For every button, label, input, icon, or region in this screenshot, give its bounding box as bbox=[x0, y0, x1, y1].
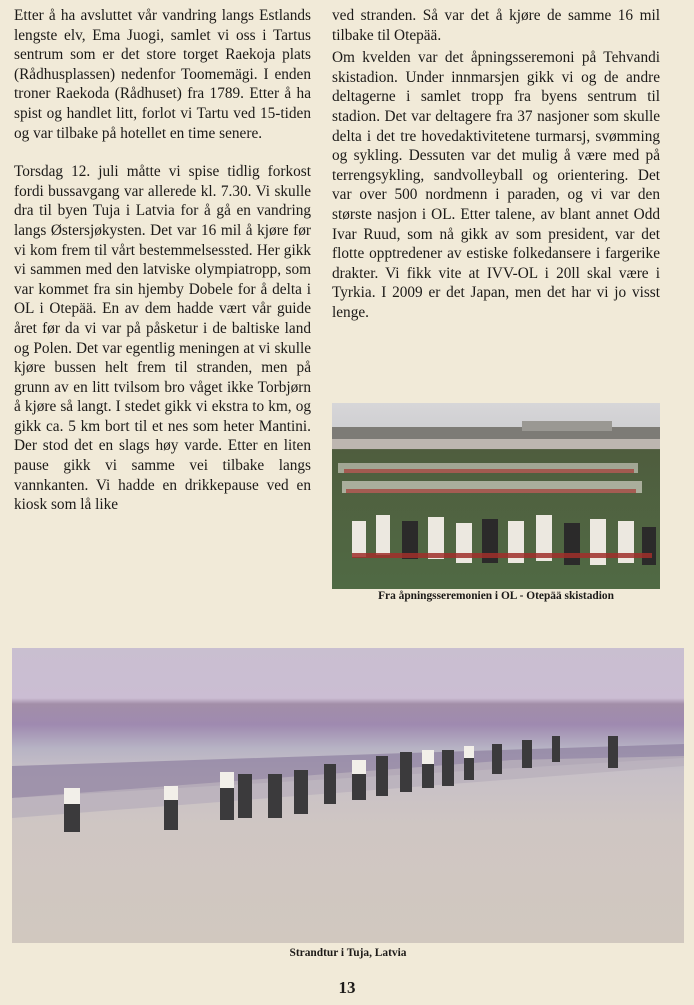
beach-photo bbox=[12, 648, 684, 943]
page-number: 13 bbox=[338, 978, 356, 997]
paragraph-opening-ceremony: Om kvelden var det åpningsseremoni på Tehvandi skistadion. Under innmarsjen gikk vi og de andre deltagerne i samlet tropp fra byens sentrum til stadion. Det var deltagere fra 37 nasjoner som skulle delta i det tre hovedaktivitetene turmarsj, svømming og sykling. Dessuten var det mulig å være med på terrengsykling, sandvolleyball og orientering. Det var over 500 nordmenn i paraden, og vi var den største nasjon i OL. Etter talene, av blant annet Odd Ivar Ruud, som nå gikk av som president, var det flotte opptredener av estiske folkedansere i fargerike drakter. Vi fikk vite at IVV-OL i 20ll skal være i Tyrkia. I 2009 er det Japan, men det har vi jo visst lenge. bbox=[332, 49, 660, 321]
left-text-column bbox=[14, 6, 311, 534]
paragraph-tartu: Etter å ha avsluttet vår vandring langs Estlands lengste elv, Ema Juogi, samlet vi oss i Tartus sentrum som er det store torget Raekoja plats (Rådhusplassen) nedenfor Toomemägi. I enden troner Raekoda (Rådhuset) fra 1789. Etter å ha spist og handlet litt, forlot vi Tartu ved 15-tiden og var tilbake på hotellet en time senere. bbox=[14, 7, 311, 142]
beach-photo-caption: Strandtur i Tuja, Latvia bbox=[289, 947, 407, 959]
right-text-column bbox=[332, 6, 660, 326]
ceremony-photo bbox=[332, 403, 660, 589]
paragraph-return: ved stranden. Så var det å kjøre de samme 16 mil tilbake til Otepää. bbox=[332, 7, 660, 44]
paragraph-tuja-walk: Torsdag 12. juli måtte vi spise tidlig forkost fordi bussavgang var allerede kl. 7.30. Vi skulle dra til byen Tuja i Latvia for å gå en vandring langs Østersjøkysten. Det var 16 mil å kjøre før vi kom frem til vårt bestemmelsessted. Her gikk vi sammen med den latviske olympiatropp, som var kommet fra sin hjemby Dobele for å delta i OL i Otepää. En av dem hadde vært vår guide året før da vi var på påsketur i de baltiske land og Polen. Det var egentlig meningen at vi skulle kjøre bussen helt frem til stranden, men på grunn av en litt tvilsom bro våget ikke Torbjørn å kjøre så langt. I stedet gikk vi ekstra to km, og gikk ca. 5 km bort til et nes som heter Mantini. Der stod det en slags høy varde. Etter en liten pause gikk vi samme vei tilbake langs vannkanten. Vi hadde en drikkepause ved en kiosk som lå like bbox=[14, 163, 311, 514]
ceremony-photo-caption: Fra åpningsseremonien i OL - Otepää skistadion bbox=[378, 590, 614, 602]
